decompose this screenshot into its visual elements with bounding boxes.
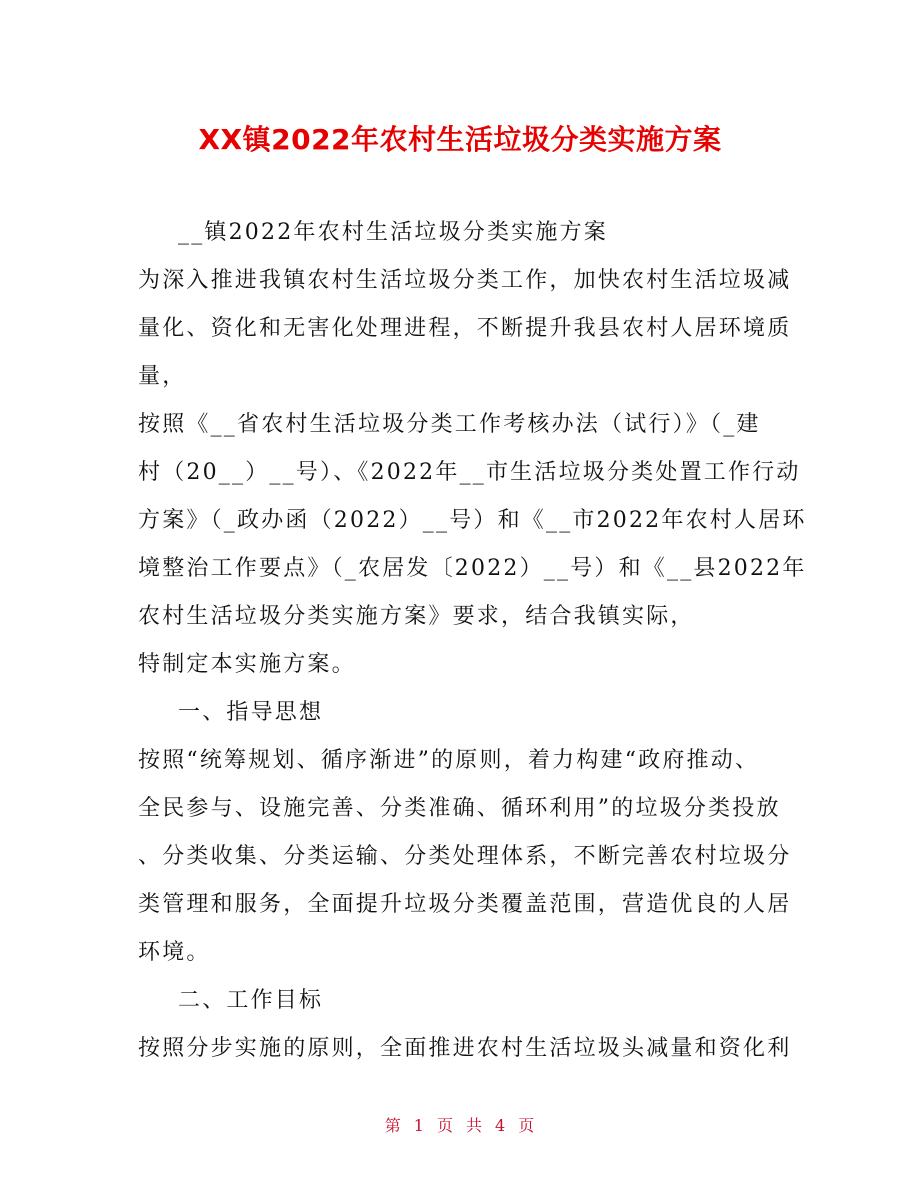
body-line: 方案》（_政办函（2022）__号）和《__市2022年农村人居环 [138, 508, 807, 533]
body-line: 为深入推进我镇农村生活垃圾分类工作，加快农村生活垃圾减 [138, 268, 792, 293]
document-title: XX镇2022年农村生活垃圾分类实施方案 [198, 123, 722, 156]
footer-prefix: 第 [384, 1116, 402, 1135]
body-line: 量， [138, 364, 187, 389]
footer-page-word: 页 [436, 1116, 454, 1135]
subtitle-line: __镇2022年农村生活垃圾分类实施方案 [178, 220, 608, 245]
body-line: 环境。 [138, 940, 211, 965]
body-line: 按照《__省农村生活垃圾分类工作考核办法（试行）》（_建 [138, 412, 761, 437]
section-heading: 一、指导思想 [178, 700, 324, 725]
body-line: 全民参与、设施完善、分类准确、循环利用”的垃圾分类投放 [138, 796, 781, 821]
body-line: 类管理和服务，全面提升垃圾分类覆盖范围，营造优良的人居 [138, 892, 792, 917]
body-line: 按照分步实施的原则，全面推进农村生活垃圾头减量和资化利 [138, 1036, 792, 1061]
total-pages-number: 4 [495, 1116, 507, 1135]
footer-total-prefix: 共 [466, 1116, 484, 1135]
body-line: 量化、资化和无害化处理进程，不断提升我县农村人居环境质 [138, 316, 792, 341]
body-line: 境整治工作要点》（_农居发〔2022）__号）和《__县2022年 [138, 556, 807, 581]
footer-suffix: 页 [518, 1116, 536, 1135]
section-heading: 二、工作目标 [178, 988, 324, 1013]
body-line: 按照“统筹规划、循序渐进”的原则，着力构建“政府推动、 [138, 748, 760, 773]
body-line: 、分类收集、分类运输、分类处理体系，不断完善农村垃圾分 [138, 844, 792, 869]
page-footer [0, 1113, 920, 1136]
body-line: 特制定本实施方案。 [138, 652, 356, 677]
body-line: 农村生活垃圾分类实施方案》要求，结合我镇实际， [138, 604, 695, 629]
current-page-number: 1 [413, 1116, 425, 1135]
body-line: 村（20__）__号）、《2022年__市生活垃圾分类处置工作行动 [138, 460, 801, 485]
